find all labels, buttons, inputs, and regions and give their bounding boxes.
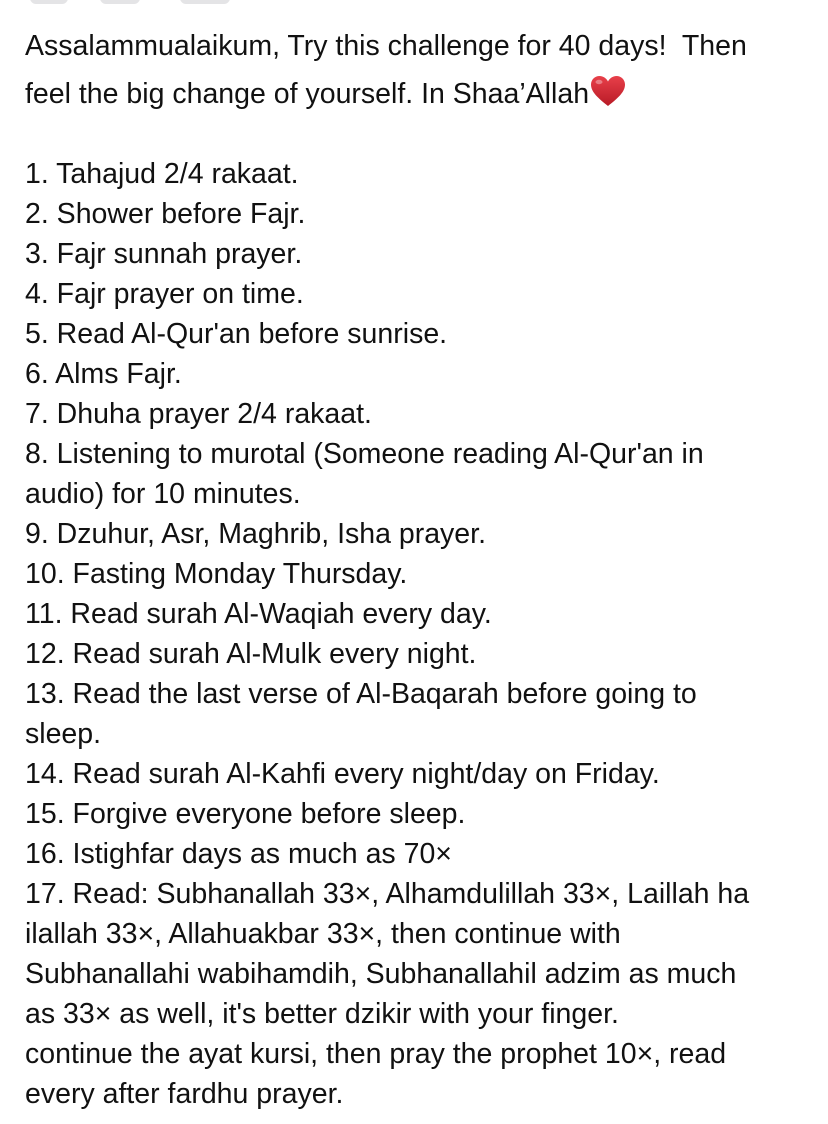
avatar — [30, 0, 68, 4]
list-item: 11. Read surah Al-Waqiah every day. — [25, 598, 492, 630]
list-item: 10. Fasting Monday Thursday. — [25, 558, 408, 590]
list-item: 4. Fajr prayer on time. — [25, 278, 304, 310]
list-item: 16. Istighfar days as much as 70× — [25, 838, 452, 870]
list-item: 14. Read surah Al-Kahfi every night/day on Friday. — [25, 758, 660, 790]
intro-line-1: Assalammualaikum, Try this challenge for 40 days! Then — [25, 30, 747, 62]
list-item: sleep. — [25, 718, 102, 750]
list-item: Subhanallahi wabihamdih, Subhanallahil adzim as much — [25, 958, 737, 990]
list-item: 15. Forgive everyone before sleep. — [25, 798, 466, 830]
challenge-list — [25, 154, 815, 1114]
list-item: 5. Read Al-Qur'an before sunrise. — [25, 318, 448, 350]
list-item: 17. Read: Subhanallah 33×, Alhamdulillah 33×, Laillah ha — [25, 878, 750, 910]
list-item: continue the ayat kursi, then pray the prophet 10×, read — [25, 1038, 727, 1070]
list-item: 1. Tahajud 2/4 rakaat. — [25, 158, 299, 190]
list-item: 13. Read the last verse of Al-Baqarah before going to — [25, 678, 697, 710]
cropped-header-remnant — [30, 0, 240, 4]
header-placeholder — [100, 0, 140, 4]
list-item: 3. Fajr sunnah prayer. — [25, 238, 303, 270]
list-item: 9. Dzuhur, Asr, Maghrib, Isha prayer. — [25, 518, 486, 550]
list-item: every after fardhu prayer. — [25, 1078, 344, 1110]
intro-line-2: feel the big change of yourself. In Shaa’Allah — [25, 78, 590, 110]
post-body — [25, 22, 815, 1114]
heart-icon — [590, 74, 626, 122]
list-item: 6. Alms Fajr. — [25, 358, 182, 390]
header-placeholder — [180, 0, 230, 4]
list-item: audio) for 10 minutes. — [25, 478, 301, 510]
list-item: 7. Dhuha prayer 2/4 rakaat. — [25, 398, 372, 430]
blank-line — [25, 122, 815, 154]
list-item: 8. Listening to murotal (Someone reading Al-Qur'an in — [25, 438, 704, 470]
list-item: 2. Shower before Fajr. — [25, 198, 306, 230]
list-item: 12. Read surah Al-Mulk every night. — [25, 638, 477, 670]
list-item: as 33× as well, it's better dzikir with your finger. — [25, 998, 619, 1030]
intro-text — [25, 22, 815, 122]
list-item: ilallah 33×, Allahuakbar 33×, then continue with — [25, 918, 621, 950]
